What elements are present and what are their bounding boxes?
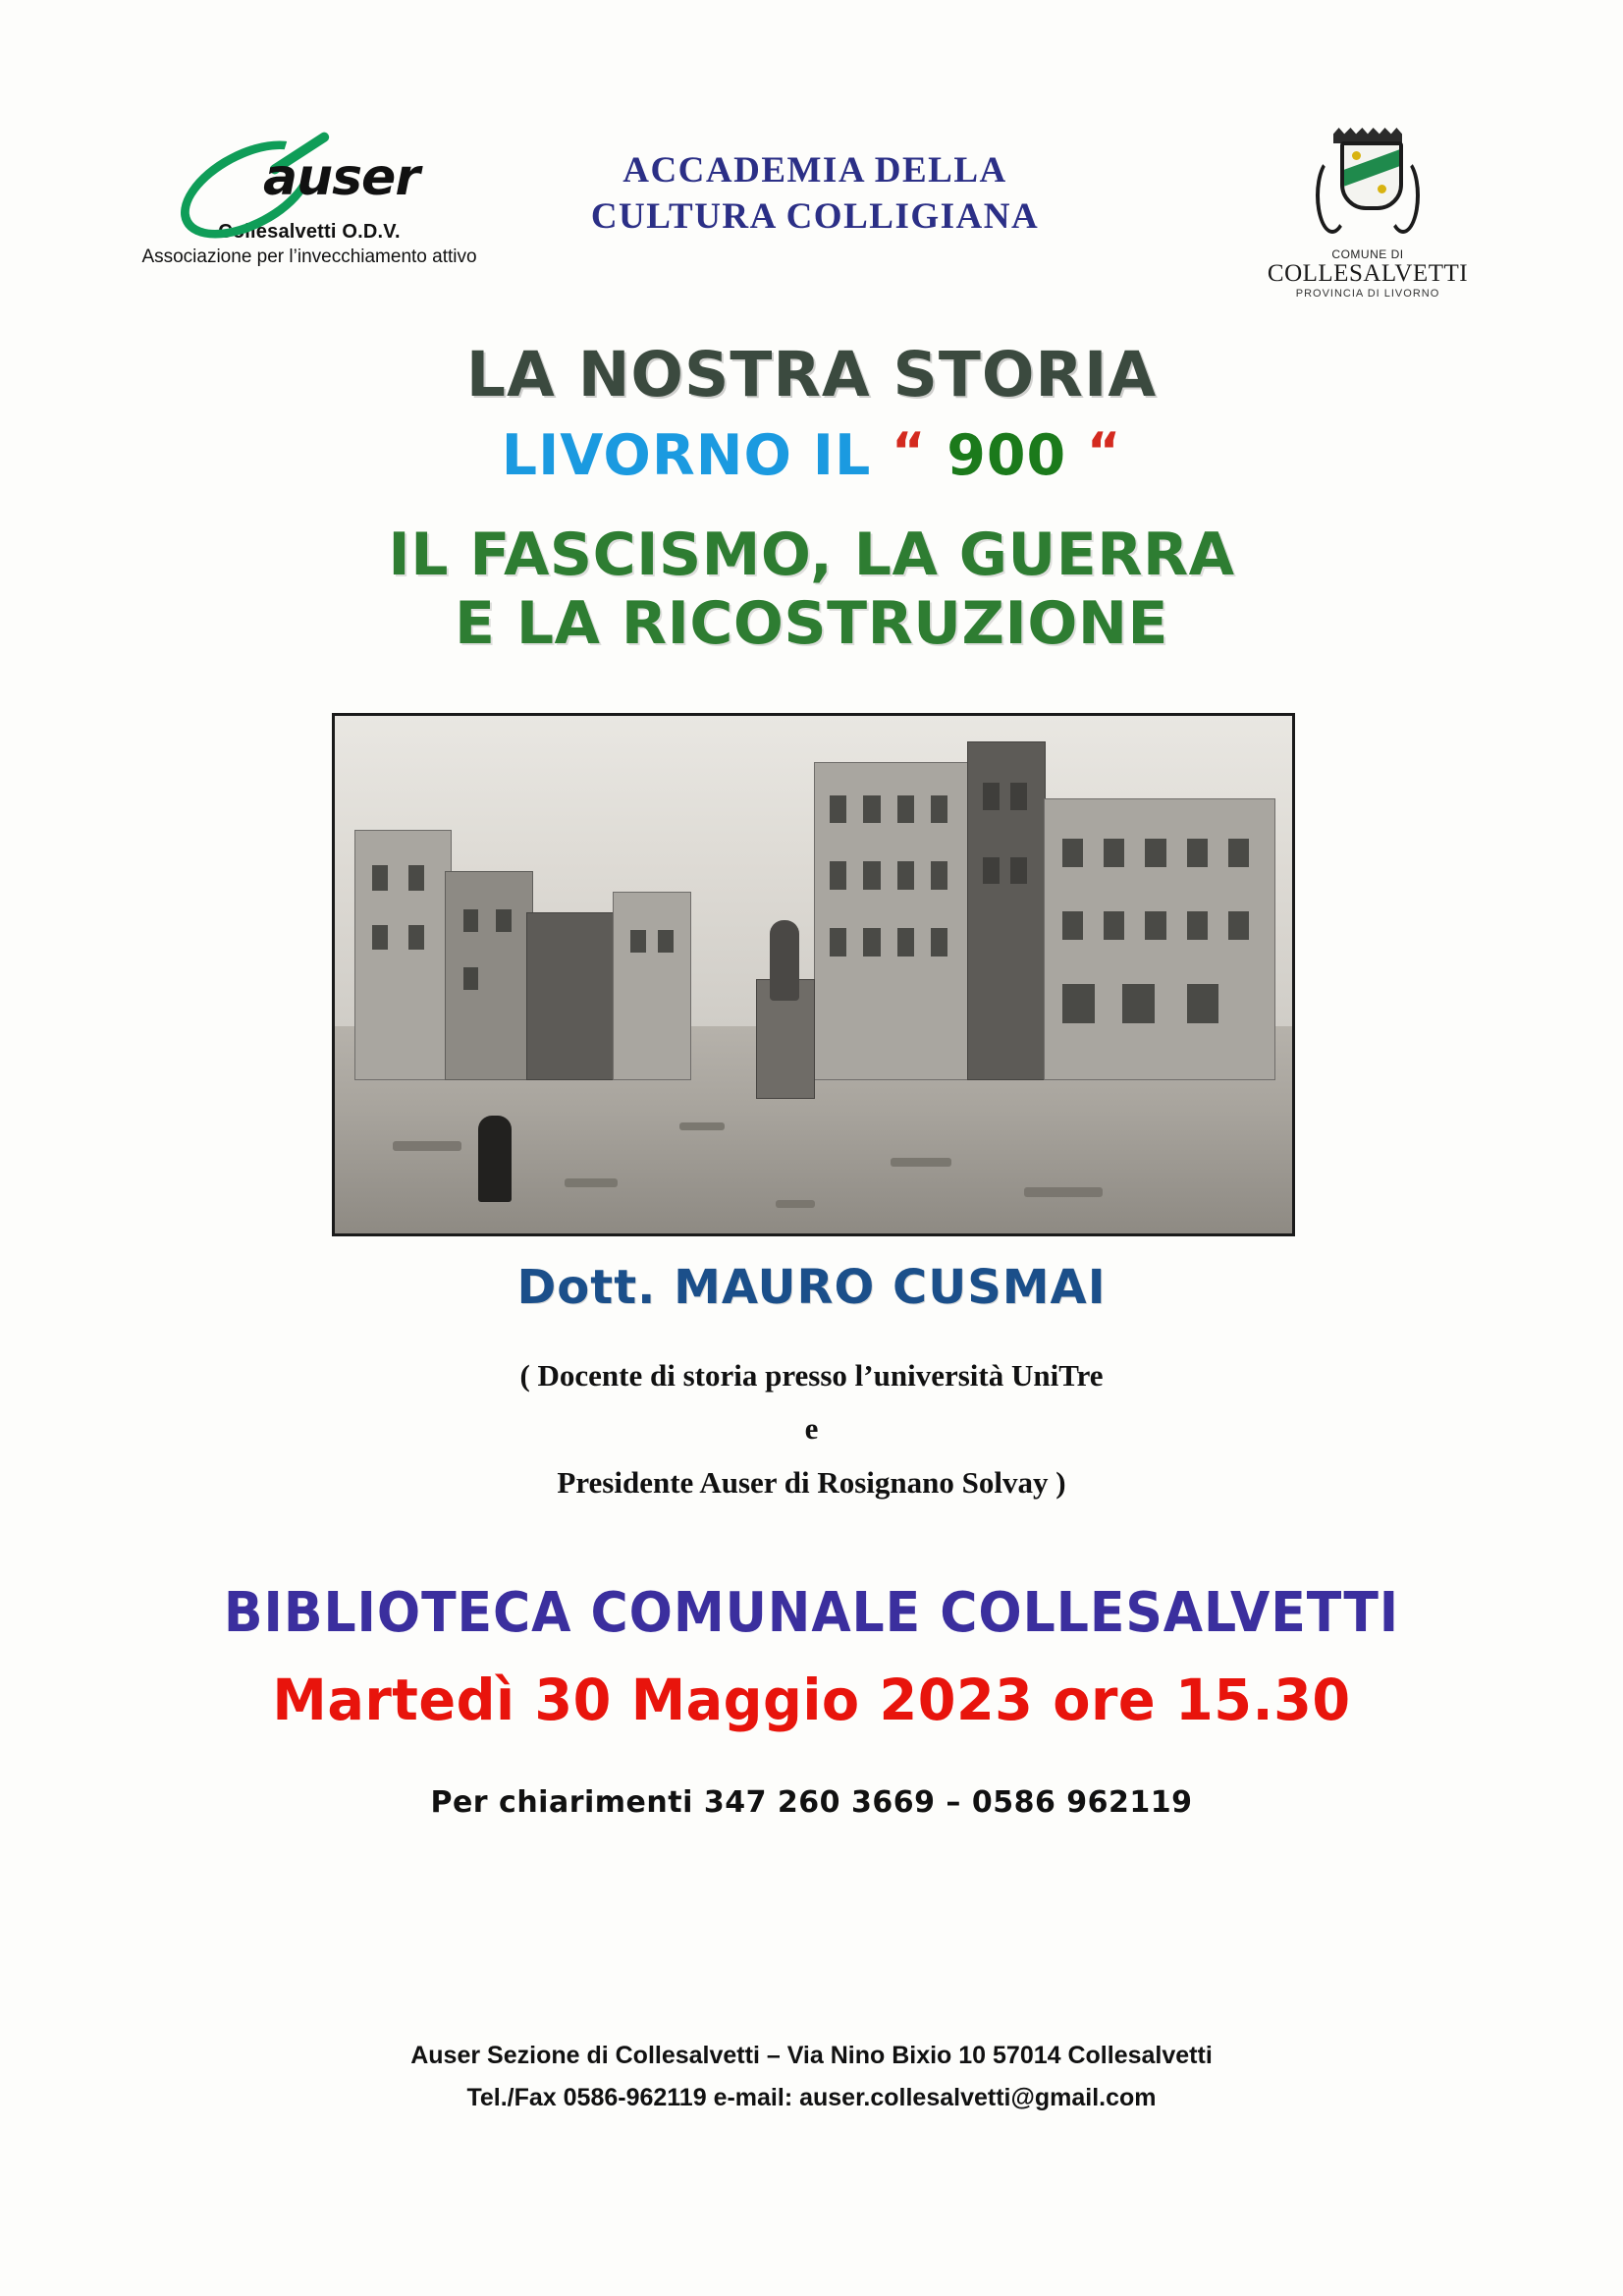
photo-building-3 [526, 912, 615, 1080]
event-contact-info: Per chiarimenti 347 260 3669 – 0586 962119 [430, 1785, 1193, 1820]
auser-wordmark: auser [263, 148, 419, 207]
photo-building-2 [445, 871, 533, 1080]
shield-dot-2 [1378, 185, 1386, 193]
quote-open: “ [892, 422, 927, 481]
comune-line-1: COMUNE DI [1331, 247, 1404, 261]
poster-header [0, 128, 1623, 314]
photo-figure-child [478, 1116, 512, 1202]
photo-monument-statue [770, 920, 799, 1001]
event-date: Martedì 30 Maggio 2023 ore 15.30 [272, 1667, 1351, 1733]
auser-chapter-label: Collesalvetti O.D.V. [218, 221, 401, 243]
footer [0, 2035, 1623, 2118]
speaker-description [0, 1349, 1623, 1509]
photo-building-center [814, 762, 969, 1079]
subtitle-number: 900 [947, 423, 1067, 488]
historic-photo [332, 713, 1295, 1236]
page-title: LA NOSTRA STORIA [465, 339, 1158, 410]
speaker-name: Dott. MAURO CUSMAI [516, 1260, 1107, 1315]
speaker-desc-line-3: Presidente Auser di Rosignano Solvay ) [557, 1464, 1066, 1500]
speaker-desc-line-2: e [804, 1411, 819, 1447]
photo-building-1 [354, 830, 453, 1080]
photo-building-4 [613, 892, 691, 1080]
comune-line-2: COLLESALVETTI [1267, 260, 1469, 287]
subtitle-prefix: LIVORNO IL [501, 423, 872, 488]
auser-logo-block [103, 142, 515, 268]
photo-building-right [1044, 798, 1275, 1080]
photo-building-tall [967, 741, 1046, 1080]
title-block [0, 339, 1623, 658]
theme-line-1: IL FASCISMO, LA GUERRA [388, 520, 1235, 589]
comune-block [1240, 128, 1495, 300]
auser-logo-icon [147, 142, 471, 219]
footer-contacts: Tel./Fax 0586-962119 e-mail: auser.collesalvetti@gmail.com [466, 2083, 1157, 2111]
quote-close: “ [1087, 422, 1122, 481]
auser-tagline: Associazione per l’invecchiamento attivo [141, 246, 477, 267]
shield-dot-1 [1352, 151, 1361, 160]
shield-band [1340, 147, 1403, 187]
event-venue: BIBLIOTECA COMUNALE COLLESALVETTI [223, 1581, 1400, 1645]
photo-inner [335, 716, 1292, 1233]
theme-line-2: E LA RICOSTRUZIONE [454, 588, 1169, 658]
accademia-line-2: CULTURA COLLIGIANA [590, 196, 1040, 238]
coat-of-arms-icon [1314, 128, 1422, 246]
theme-title [0, 521, 1623, 658]
footer-address: Auser Sezione di Collesalvetti – Via Nino Bixio 10 57014 Collesalvetti [410, 2042, 1213, 2069]
shield-icon [1340, 141, 1403, 210]
comune-line-3: PROVINCIA DI LIVORNO [1295, 288, 1440, 300]
speaker-desc-line-1: ( Docente di storia presso l’università UniTre [519, 1358, 1104, 1393]
accademia-line-1: ACCADEMIA DELLA [622, 150, 1007, 191]
subtitle-line [0, 422, 1623, 488]
accademia-title [511, 147, 1119, 241]
